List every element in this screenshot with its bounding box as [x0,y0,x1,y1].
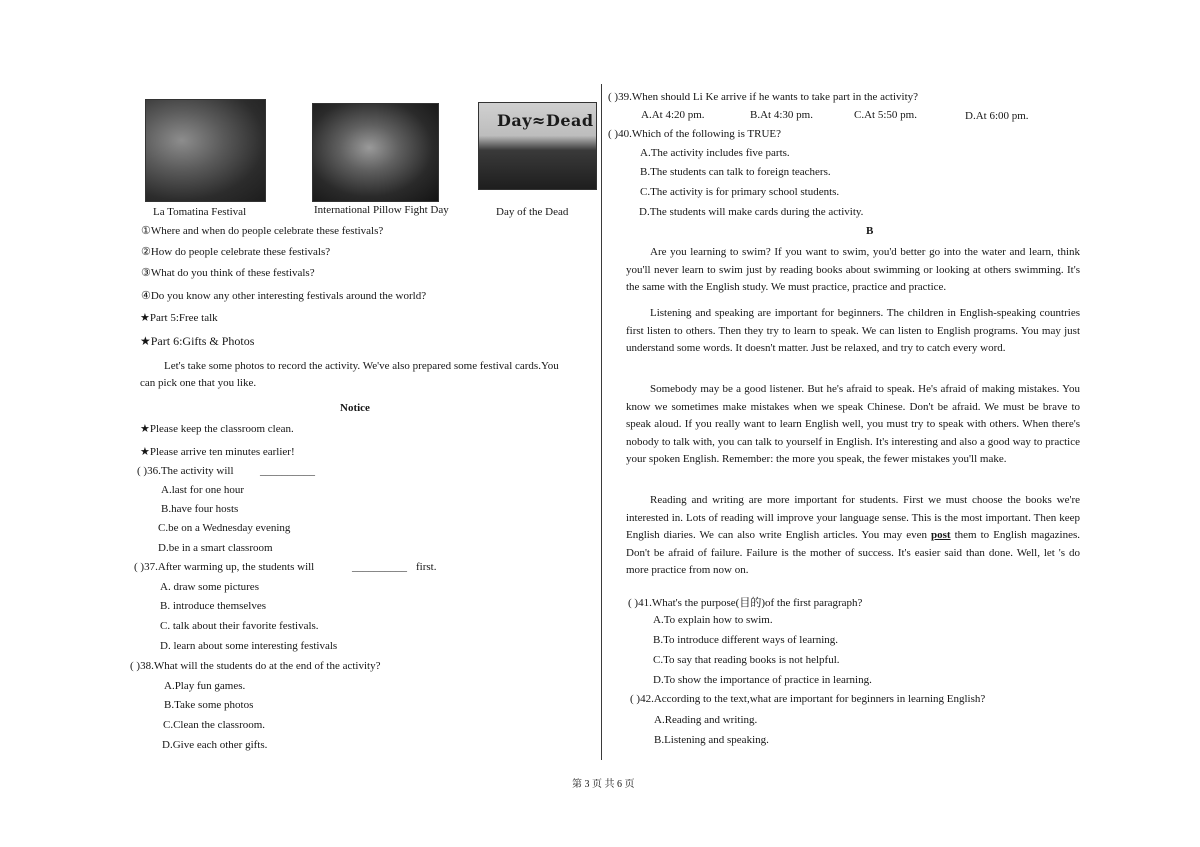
caption-pillow-fight: International Pillow Fight Day [314,204,449,216]
festival-question-3: ③What do you think of these festivals? [141,267,315,279]
q41-option-a: A.To explain how to swim. [653,614,773,626]
q42-stem: ( )42.According to the text,what are important for beginners in learning English? [630,693,986,705]
section-b-heading: B [866,225,874,237]
q40-stem: ( )40.Which of the following is TRUE? [608,128,782,140]
page-footer: 第 3 页 共 6 页 [572,779,635,790]
q38-option-a: A.Play fun games. [164,680,246,692]
q36-stem: ( )36.The activity will [137,465,234,477]
q40-option-a: A.The activity includes five parts. [640,147,790,159]
part6-text-line1: Let's take some photos to record the activity. We've also prepared some festival cards.You [164,360,559,372]
column-divider [601,84,602,760]
paragraph-4-part-a: Reading and writing are more important for students. First we must choose the books we're interested in. Lots of reading will improve your language sense. This is the most important. Then keep English diaries. We can also write English articles. You may even [626,494,1080,541]
q40-option-b: B.The students can talk to foreign teachers. [640,166,831,178]
q41-option-d: D.To show the importance of practice in learning. [653,674,872,686]
passage-paragraph-4 [626,492,1080,580]
q38-option-d: D.Give each other gifts. [162,739,268,751]
q40-option-d: D.The students will make cards during the activity. [639,206,864,218]
q37-stem: ( )37.After warming up, the students will [134,561,315,573]
q40-option-c: C.The activity is for primary school students. [640,186,840,198]
passage-paragraph-1: Are you learning to swim? If you want to swim, you'd better go into the water and learn, think you'll never learn to swim just by reading books about swimming or looking at others swimming. It's the same with the English study. We must practice, practice and practice. [626,246,1080,293]
q38-option-c: C.Clean the classroom. [163,719,266,731]
q37-tail: first. [416,561,437,573]
underlined-word-post: post [931,529,951,541]
q42-option-a: A.Reading and writing. [654,714,758,726]
q36-option-a: A.last for one hour [161,484,245,496]
day-of-the-dead-logo: Day≈Dead [497,111,594,130]
la-tomatina-photo [145,99,266,202]
part6-heading: ★Part 6:Gifts & Photos [140,334,255,348]
q39-option-b: B.At 4:30 pm. [750,109,813,121]
q39-option-a: A.At 4:20 pm. [641,109,705,121]
festival-question-2: ②How do people celebrate these festivals? [141,246,331,258]
notice-title: Notice [340,402,370,414]
q41-option-c: C.To say that reading books is not helpful. [653,654,840,666]
pillow-fight-photo [312,103,439,202]
q36-option-b: B.have four hosts [161,503,239,515]
q39-option-c: C.At 5:50 pm. [854,109,917,121]
part6-text-line2: can pick one that you like. [140,377,257,389]
festival-question-1: ①Where and when do people celebrate these festivals? [141,225,384,237]
passage-paragraph-3: Somebody may be a good listener. But he's afraid to speak. He's afraid of making mistakes. You know we sometimes make mistakes when we speak Chinese. Don't be afraid. We must be brave to speak aloud. If you really want to learn English well, you must try to speak with others. When there's nobody to talk with, you can talk to yourself in English. It's interesting and also a good way to practice your spoken English. Remember: the more you speak, the fewer mistakes you'll make. [626,383,1080,465]
q41-stem: ( )41.What's the purpose(目的)of the first paragraph? [628,597,863,609]
q39-option-d: D.At 6:00 pm. [965,110,1029,122]
day-of-the-dead-photo [478,102,597,190]
caption-day-of-the-dead: Day of the Dead [496,206,569,218]
q39-stem: ( )39.When should Li Ke arrive if he wants to take part in the activity? [608,91,919,103]
q36-option-c: C.be on a Wednesday evening [158,522,291,534]
caption-la-tomatina: La Tomatina Festival [153,206,247,218]
notice-item-2: ★Please arrive ten minutes earlier! [140,446,295,458]
q38-stem: ( )38.What will the students do at the end of the activity? [130,660,381,672]
passage-paragraph-2: Listening and speaking are important for beginners. The children in English-speaking countries first listen to others. Then they try to learn to speak. We can listen to English programs. You may just understand some words. It doesn't matter. Just be relaxed, and try to catch every word. [626,307,1080,354]
q37-option-d: D. learn about some interesting festivals [160,640,338,652]
festival-question-4: ④Do you know any other interesting festivals around the world? [141,290,427,302]
q37-blank: __________ [352,561,407,573]
paragraph-4-part-b: them to English magazines. Don't be afraid of failure. Failure is the mother of success. It's easier said than done. Well, let 's do more practice from now on. [626,529,1081,576]
q36-blank: __________ [260,465,315,477]
q37-option-c: C. talk about their favorite festivals. [160,620,319,632]
q41-option-b: B.To introduce different ways of learning. [653,634,839,646]
notice-item-1: ★Please keep the classroom clean. [140,423,294,435]
q38-option-b: B.Take some photos [164,699,254,711]
q36-option-d: D.be in a smart classroom [158,542,273,554]
part5-heading: ★Part 5:Free talk [140,312,218,324]
q37-option-b: B. introduce themselves [160,600,267,612]
q42-option-b: B.Listening and speaking. [654,734,769,746]
q37-option-a: A. draw some pictures [160,581,259,593]
